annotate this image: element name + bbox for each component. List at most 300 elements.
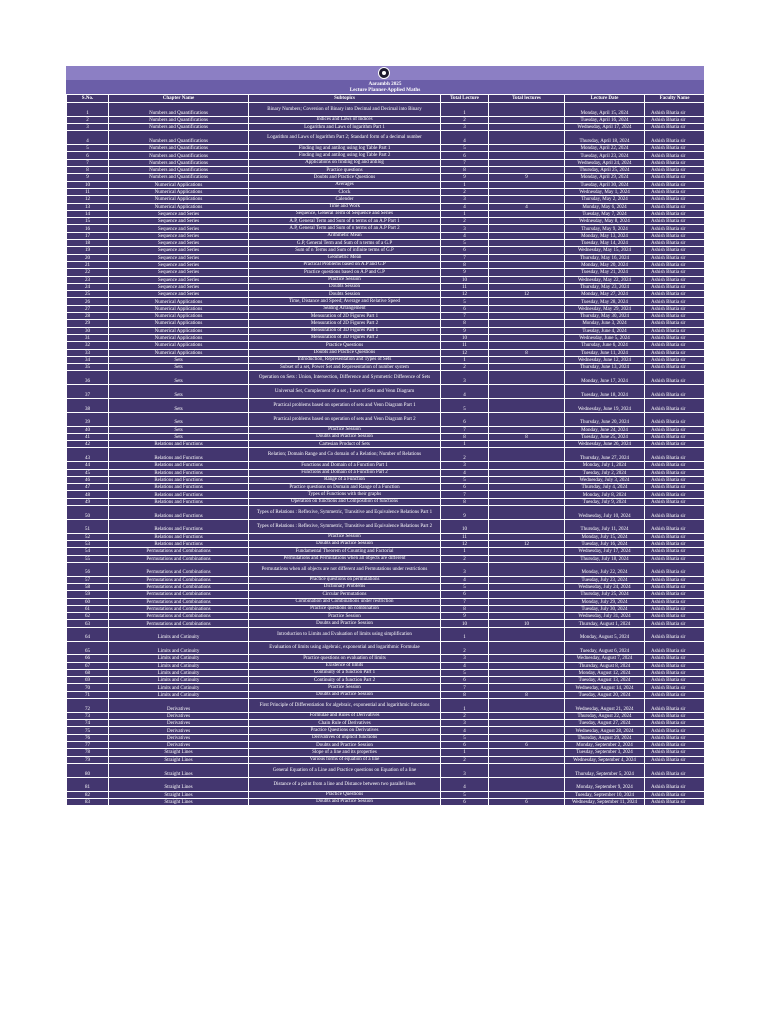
- cell-sno: 31: [67, 334, 109, 341]
- cell-lecture-no: 6: [441, 484, 489, 491]
- cell-lecture-date: Monday, September 9, 2024: [565, 777, 645, 791]
- cell-subtopic: Mensuration of 2D Figures Part 2: [249, 320, 441, 327]
- cell-faculty: Ashish Bhatia sir: [645, 218, 705, 225]
- cell-faculty: Ashish Bhatia sir: [645, 763, 705, 777]
- cell-lecture-date: Wednesday, June 19, 2024: [565, 398, 645, 412]
- cell-lecture-date: Wednesday, May 15, 2024: [565, 247, 645, 254]
- cell-faculty: Ashish Bhatia sir: [645, 591, 705, 598]
- cell-lecture-date: Monday, September 2, 2024: [565, 742, 645, 749]
- cell-lecture-date: Tuesday, May 7, 2024: [565, 210, 645, 217]
- cell-total-lectures: [489, 240, 565, 247]
- table-row: [67, 291, 705, 298]
- cell-faculty: Ashish Bhatia sir: [645, 240, 705, 247]
- cell-sno: 68: [67, 669, 109, 676]
- cell-total-lectures: [489, 412, 565, 426]
- cell-subtopic: Mensuration of 2D Figures Part 1: [249, 313, 441, 320]
- cell-lecture-no: 5: [441, 583, 489, 590]
- cell-lecture-date: Thursday, May 2, 2024: [565, 196, 645, 203]
- cell-chapter: Numbers and Quantifications: [109, 159, 249, 166]
- cell-sno: 38: [67, 398, 109, 412]
- cell-subtopic: Subset of a set, Power Set and Representation of number system: [249, 364, 441, 371]
- table-row: [67, 533, 705, 540]
- cell-total-lectures: [489, 662, 565, 669]
- cell-chapter: Relations and Functions: [109, 484, 249, 491]
- cell-total-lectures: 8: [489, 433, 565, 440]
- cell-total-lectures: [489, 491, 565, 498]
- cell-subtopic: Doubts and Practice Session: [249, 620, 441, 627]
- cell-total-lectures: [489, 232, 565, 239]
- cell-sno: 36: [67, 371, 109, 385]
- cell-total-lectures: [489, 763, 565, 777]
- cell-lecture-date: Wednesday, May 1, 2024: [565, 188, 645, 195]
- table-body: [67, 103, 705, 806]
- cell-sno: 75: [67, 727, 109, 734]
- cell-faculty: Ashish Bhatia sir: [645, 232, 705, 239]
- planner-title: Aarambh 2025: [368, 80, 402, 87]
- cell-faculty: Ashish Bhatia sir: [645, 712, 705, 719]
- table-row: [67, 583, 705, 590]
- cell-total-lectures: [489, 371, 565, 385]
- cell-faculty: Ashish Bhatia sir: [645, 412, 705, 426]
- cell-subtopic: Finding log and antilog using log Table Part 2: [249, 152, 441, 159]
- cell-lecture-no: 2: [441, 641, 489, 655]
- cell-chapter: Sets: [109, 364, 249, 371]
- cell-sno: 30: [67, 327, 109, 334]
- table-row: [67, 655, 705, 662]
- cell-faculty: Ashish Bhatia sir: [645, 291, 705, 298]
- cell-sno: 43: [67, 448, 109, 462]
- cell-subtopic: Practice Questions: [249, 791, 441, 798]
- cell-total-lectures: [489, 188, 565, 195]
- cell-lecture-no: 3: [441, 462, 489, 469]
- cell-subtopic: Continuity of a function Part 1: [249, 669, 441, 676]
- cell-lecture-no: 1: [441, 749, 489, 756]
- cell-faculty: Ashish Bhatia sir: [645, 261, 705, 268]
- cell-faculty: Ashish Bhatia sir: [645, 327, 705, 334]
- cell-lecture-date: Wednesday, June 12, 2024: [565, 356, 645, 363]
- cell-lecture-no: 9: [441, 269, 489, 276]
- cell-total-lectures: [489, 669, 565, 676]
- cell-lecture-no: 4: [441, 777, 489, 791]
- cell-subtopic: Averages: [249, 181, 441, 188]
- cell-chapter: Sequence and Series: [109, 254, 249, 261]
- cell-chapter: Straight Lines: [109, 756, 249, 763]
- cell-faculty: Ashish Bhatia sir: [645, 469, 705, 476]
- cell-lecture-date: Thursday, August 22, 2024: [565, 712, 645, 719]
- cell-lecture-no: 6: [441, 152, 489, 159]
- cell-faculty: Ashish Bhatia sir: [645, 181, 705, 188]
- cell-total-lectures: [489, 131, 565, 145]
- cell-sno: 24: [67, 283, 109, 290]
- table-row: [67, 720, 705, 727]
- cell-subtopic: First Principle of Differentiation for algebraic, exponential and logarithmic functions: [249, 699, 441, 713]
- cell-subtopic: Functions and Domain of a Function Part 1: [249, 462, 441, 469]
- cell-total-lectures: [489, 276, 565, 283]
- cell-total-lectures: [489, 756, 565, 763]
- cell-chapter: Sets: [109, 433, 249, 440]
- cell-total-lectures: 6: [489, 742, 565, 749]
- cell-lecture-date: Tuesday, July 16, 2024: [565, 540, 645, 547]
- cell-chapter: Numerical Applications: [109, 181, 249, 188]
- cell-lecture-no: 5: [441, 240, 489, 247]
- cell-faculty: Ashish Bhatia sir: [645, 669, 705, 676]
- cell-subtopic: Binary Numbers; Coversion of Binary into Decimal and Decimal into Binary: [249, 103, 441, 117]
- cell-lecture-no: 4: [441, 203, 489, 210]
- table-row: [67, 699, 705, 713]
- cell-lecture-date: Monday, July 29, 2024: [565, 598, 645, 605]
- table-row: [67, 181, 705, 188]
- table-row: [67, 174, 705, 181]
- cell-subtopic: Doubts Session: [249, 291, 441, 298]
- cell-total-lectures: [489, 605, 565, 612]
- cell-total-lectures: [489, 598, 565, 605]
- cell-chapter: Numbers and Quantifications: [109, 174, 249, 181]
- cell-total-lectures: [489, 167, 565, 174]
- cell-faculty: Ashish Bhatia sir: [645, 131, 705, 145]
- cell-sno: 46: [67, 476, 109, 483]
- table-row: [67, 441, 705, 448]
- cell-sno: 10: [67, 181, 109, 188]
- cell-chapter: Straight Lines: [109, 777, 249, 791]
- table-row: [67, 562, 705, 576]
- table-row: [67, 398, 705, 412]
- cell-subtopic: Practice Session: [249, 684, 441, 691]
- cell-lecture-no: 6: [441, 591, 489, 598]
- table-row: [67, 103, 705, 117]
- cell-sno: 63: [67, 620, 109, 627]
- cell-lecture-date: Thursday, July 4, 2024: [565, 484, 645, 491]
- cell-faculty: Ashish Bhatia sir: [645, 749, 705, 756]
- cell-sno: 79: [67, 756, 109, 763]
- cell-subtopic: Doubts and Practice Questions: [249, 349, 441, 356]
- cell-lecture-date: Tuesday, July 9, 2024: [565, 498, 645, 505]
- cell-chapter: Numerical Applications: [109, 298, 249, 305]
- cell-subtopic: Chain Rule of Derivatives: [249, 720, 441, 727]
- cell-subtopic: Practice Questions on Derivatives: [249, 727, 441, 734]
- cell-lecture-date: Tuesday, April 23, 2024: [565, 152, 645, 159]
- cell-lecture-date: Thursday, July 11, 2024: [565, 519, 645, 533]
- cell-total-lectures: [489, 533, 565, 540]
- cell-lecture-no: 8: [441, 691, 489, 698]
- cell-total-lectures: [489, 327, 565, 334]
- cell-lecture-date: Thursday, June 20, 2024: [565, 412, 645, 426]
- cell-subtopic: G.P, General Term and Sum of n terms of a G.P: [249, 240, 441, 247]
- cell-lecture-date: Monday, April 29, 2024: [565, 174, 645, 181]
- cell-lecture-no: 9: [441, 174, 489, 181]
- cell-faculty: Ashish Bhatia sir: [645, 349, 705, 356]
- cell-chapter: Numerical Applications: [109, 203, 249, 210]
- cell-subtopic: Clock: [249, 188, 441, 195]
- cell-lecture-no: 7: [441, 426, 489, 433]
- cell-lecture-no: 12: [441, 349, 489, 356]
- cell-lecture-no: 9: [441, 327, 489, 334]
- cell-chapter: Relations and Functions: [109, 506, 249, 520]
- cell-sno: 16: [67, 225, 109, 232]
- cell-faculty: Ashish Bhatia sir: [645, 152, 705, 159]
- cell-total-lectures: [489, 342, 565, 349]
- cell-total-lectures: [489, 484, 565, 491]
- cell-sno: 4: [67, 131, 109, 145]
- cell-sno: 71: [67, 691, 109, 698]
- cell-subtopic: Practice Session: [249, 533, 441, 540]
- cell-lecture-no: 6: [441, 412, 489, 426]
- cell-lecture-date: Wednesday, May 8, 2024: [565, 218, 645, 225]
- cell-sno: 59: [67, 591, 109, 598]
- table-row: [67, 124, 705, 131]
- cell-lecture-no: 6: [441, 247, 489, 254]
- table-row: [67, 598, 705, 605]
- table-row: [67, 620, 705, 627]
- cell-chapter: Limits and Cotinuity: [109, 655, 249, 662]
- cell-faculty: Ashish Bhatia sir: [645, 174, 705, 181]
- cell-subtopic: Doubts and Practice Session: [249, 798, 441, 805]
- col-header-total-lecture: Total Lecture: [441, 95, 489, 103]
- cell-lecture-no: 9: [441, 613, 489, 620]
- cell-chapter: Relations and Functions: [109, 540, 249, 547]
- cell-lecture-no: 12: [441, 291, 489, 298]
- cell-lecture-no: 3: [441, 720, 489, 727]
- cell-subtopic: Practice Session: [249, 613, 441, 620]
- cell-lecture-no: 1: [441, 699, 489, 713]
- cell-sno: 42: [67, 441, 109, 448]
- cell-lecture-no: 1: [441, 627, 489, 641]
- cell-lecture-date: Wednesday, May 29, 2024: [565, 305, 645, 312]
- cell-lecture-date: Tuesday, May 14, 2024: [565, 240, 645, 247]
- cell-faculty: Ashish Bhatia sir: [645, 655, 705, 662]
- cell-chapter: Numerical Applications: [109, 320, 249, 327]
- cell-sno: 19: [67, 247, 109, 254]
- cell-sno: 77: [67, 742, 109, 749]
- cell-lecture-no: 10: [441, 620, 489, 627]
- cell-total-lectures: [489, 196, 565, 203]
- cell-lecture-date: Tuesday, September 10, 2024: [565, 791, 645, 798]
- cell-sno: 12: [67, 196, 109, 203]
- cell-total-lectures: [489, 313, 565, 320]
- cell-subtopic: Circular Permutations: [249, 591, 441, 598]
- cell-faculty: Ashish Bhatia sir: [645, 598, 705, 605]
- cell-subtopic: Operation on Sets : Union, Intersection, Difference and Symmetric Difference of Sets: [249, 371, 441, 385]
- cell-total-lectures: [489, 462, 565, 469]
- table-row: [67, 727, 705, 734]
- cell-sno: 27: [67, 305, 109, 312]
- cell-chapter: Derivatives: [109, 727, 249, 734]
- cell-total-lectures: [489, 448, 565, 462]
- cell-lecture-date: Wednesday, August 28, 2024: [565, 727, 645, 734]
- cell-lecture-date: Tuesday, June 4, 2024: [565, 327, 645, 334]
- table-row: [67, 371, 705, 385]
- cell-lecture-date: Thursday, May 30, 2024: [565, 313, 645, 320]
- cell-lecture-no: 10: [441, 519, 489, 533]
- cell-sno: 66: [67, 655, 109, 662]
- cell-chapter: Limits and Cotinuity: [109, 662, 249, 669]
- table-row: [67, 498, 705, 505]
- cell-lecture-date: Monday, June 17, 2024: [565, 371, 645, 385]
- cell-lecture-date: Thursday, July 18, 2024: [565, 555, 645, 562]
- cell-lecture-no: 8: [441, 261, 489, 268]
- cell-subtopic: Formulae and Rules of Derivatives: [249, 712, 441, 719]
- cell-subtopic: Logarithm and Laws of logarithm Part 1: [249, 124, 441, 131]
- cell-lecture-no: 7: [441, 598, 489, 605]
- cell-total-lectures: [489, 152, 565, 159]
- cell-chapter: Relations and Functions: [109, 476, 249, 483]
- cell-faculty: Ashish Bhatia sir: [645, 385, 705, 399]
- table-row: [67, 232, 705, 239]
- cell-subtopic: Functions and Domain of a Function Part 2: [249, 469, 441, 476]
- cell-chapter: Derivatives: [109, 720, 249, 727]
- cell-chapter: Permutations and Combinations: [109, 613, 249, 620]
- cell-sno: 57: [67, 576, 109, 583]
- table-row: [67, 298, 705, 305]
- table-row: [67, 669, 705, 676]
- cell-subtopic: Doubts and Practice Session: [249, 540, 441, 547]
- cell-faculty: Ashish Bhatia sir: [645, 371, 705, 385]
- cell-chapter: Sequence and Series: [109, 247, 249, 254]
- cell-lecture-date: Monday, May 6, 2024: [565, 203, 645, 210]
- cell-lecture-date: Thursday, May 16, 2024: [565, 254, 645, 261]
- cell-chapter: Straight Lines: [109, 749, 249, 756]
- cell-sno: 20: [67, 254, 109, 261]
- table-row: [67, 448, 705, 462]
- cell-faculty: Ashish Bhatia sir: [645, 283, 705, 290]
- cell-subtopic: Doubts and Practice Session: [249, 691, 441, 698]
- cell-total-lectures: [489, 562, 565, 576]
- cell-subtopic: Range of a Function: [249, 476, 441, 483]
- cell-subtopic: Doubts Session: [249, 283, 441, 290]
- cell-subtopic: Geometric Mean: [249, 254, 441, 261]
- cell-subtopic: Finding log and antilog using log Table Part 1: [249, 145, 441, 152]
- cell-total-lectures: [489, 720, 565, 727]
- cell-faculty: Ashish Bhatia sir: [645, 398, 705, 412]
- table-row: [67, 763, 705, 777]
- cell-lecture-no: 8: [441, 433, 489, 440]
- cell-total-lectures: [489, 145, 565, 152]
- cell-lecture-no: 8: [441, 605, 489, 612]
- cell-subtopic: Time, Distance and Speed; Average and Relative Speed: [249, 298, 441, 305]
- cell-lecture-no: 3: [441, 124, 489, 131]
- table-row: [67, 342, 705, 349]
- cell-lecture-date: Monday, May 13, 2024: [565, 232, 645, 239]
- cell-total-lectures: [489, 734, 565, 741]
- cell-chapter: Derivatives: [109, 742, 249, 749]
- cell-chapter: Numbers and Quantifications: [109, 167, 249, 174]
- cell-faculty: Ashish Bhatia sir: [645, 519, 705, 533]
- cell-faculty: Ashish Bhatia sir: [645, 203, 705, 210]
- cell-lecture-date: Wednesday, September 11, 2024: [565, 798, 645, 805]
- cell-lecture-no: 5: [441, 298, 489, 305]
- cell-sno: 40: [67, 426, 109, 433]
- cell-faculty: Ashish Bhatia sir: [645, 613, 705, 620]
- cell-lecture-date: Thursday, August 1, 2024: [565, 620, 645, 627]
- cell-faculty: Ashish Bhatia sir: [645, 605, 705, 612]
- table-row: [67, 334, 705, 341]
- cell-chapter: Limits and Cotinuity: [109, 669, 249, 676]
- table-row: [67, 412, 705, 426]
- cell-sno: 33: [67, 349, 109, 356]
- cell-lecture-no: 10: [441, 276, 489, 283]
- cell-lecture-date: Tuesday, April 16, 2024: [565, 116, 645, 123]
- col-header-sno: S.No.: [67, 95, 109, 103]
- cell-subtopic: Various forms of equation of a line: [249, 756, 441, 763]
- cell-sno: 48: [67, 491, 109, 498]
- table-row: [67, 476, 705, 483]
- cell-faculty: Ashish Bhatia sir: [645, 777, 705, 791]
- cell-chapter: Permutations and Combinations: [109, 548, 249, 555]
- table-row: [67, 152, 705, 159]
- cell-lecture-date: Tuesday, September 3, 2024: [565, 749, 645, 756]
- cell-chapter: Numbers and Quantifications: [109, 152, 249, 159]
- cell-lecture-no: 5: [441, 398, 489, 412]
- cell-chapter: Permutations and Combinations: [109, 598, 249, 605]
- table-row: [67, 734, 705, 741]
- cell-sno: 2: [67, 116, 109, 123]
- cell-subtopic: Practice questions on Domain and Range of a Function: [249, 484, 441, 491]
- cell-lecture-date: Wednesday, July 24, 2024: [565, 583, 645, 590]
- cell-lecture-date: Tuesday, June 18, 2024: [565, 385, 645, 399]
- cell-sno: 7: [67, 159, 109, 166]
- cell-sno: 60: [67, 598, 109, 605]
- cell-chapter: Numerical Applications: [109, 342, 249, 349]
- cell-chapter: Limits and Cotinuity: [109, 677, 249, 684]
- cell-lecture-date: Wednesday, July 17, 2024: [565, 548, 645, 555]
- cell-lecture-date: Wednesday, April 17, 2024: [565, 124, 645, 131]
- cell-chapter: Limits and Cotinuity: [109, 691, 249, 698]
- table-row: [67, 261, 705, 268]
- cell-subtopic: Doubts and Practice Questions: [249, 174, 441, 181]
- cell-faculty: Ashish Bhatia sir: [645, 627, 705, 641]
- cell-sno: 76: [67, 734, 109, 741]
- cell-faculty: Ashish Bhatia sir: [645, 727, 705, 734]
- cell-lecture-no: 5: [441, 734, 489, 741]
- table-row: [67, 116, 705, 123]
- cell-faculty: Ashish Bhatia sir: [645, 742, 705, 749]
- cell-sno: 74: [67, 720, 109, 727]
- cell-total-lectures: [489, 385, 565, 399]
- table-row: [67, 320, 705, 327]
- table-row: [67, 756, 705, 763]
- cell-total-lectures: [489, 777, 565, 791]
- cell-total-lectures: [489, 159, 565, 166]
- cell-faculty: Ashish Bhatia sir: [645, 334, 705, 341]
- cell-subtopic: Evaluation of limits using algebraic, exponential and logarithmic Formulae: [249, 641, 441, 655]
- cell-lecture-no: 4: [441, 727, 489, 734]
- cell-faculty: Ashish Bhatia sir: [645, 662, 705, 669]
- table-row: [67, 691, 705, 698]
- cell-sno: 1: [67, 103, 109, 117]
- cell-lecture-no: 2: [441, 712, 489, 719]
- cell-faculty: Ashish Bhatia sir: [645, 159, 705, 166]
- cell-chapter: Permutations and Combinations: [109, 620, 249, 627]
- cell-chapter: Numbers and Quantifications: [109, 124, 249, 131]
- cell-faculty: Ashish Bhatia sir: [645, 498, 705, 505]
- cell-sno: 35: [67, 364, 109, 371]
- cell-lecture-no: 1: [441, 548, 489, 555]
- cell-lecture-no: 5: [441, 791, 489, 798]
- cell-chapter: Permutations and Combinations: [109, 576, 249, 583]
- cell-faculty: Ashish Bhatia sir: [645, 313, 705, 320]
- cell-sno: 34: [67, 356, 109, 363]
- table-row: [67, 576, 705, 583]
- cell-total-lectures: [489, 398, 565, 412]
- cell-sno: 18: [67, 240, 109, 247]
- cell-lecture-date: Monday, May 20, 2024: [565, 261, 645, 268]
- cell-lecture-date: Thursday, May 23, 2024: [565, 283, 645, 290]
- cell-lecture-date: Monday, July 15, 2024: [565, 533, 645, 540]
- cell-subtopic: Dictionary Problems: [249, 583, 441, 590]
- cell-sno: 21: [67, 261, 109, 268]
- table-row: [67, 491, 705, 498]
- cell-faculty: Ashish Bhatia sir: [645, 320, 705, 327]
- cell-total-lectures: [489, 476, 565, 483]
